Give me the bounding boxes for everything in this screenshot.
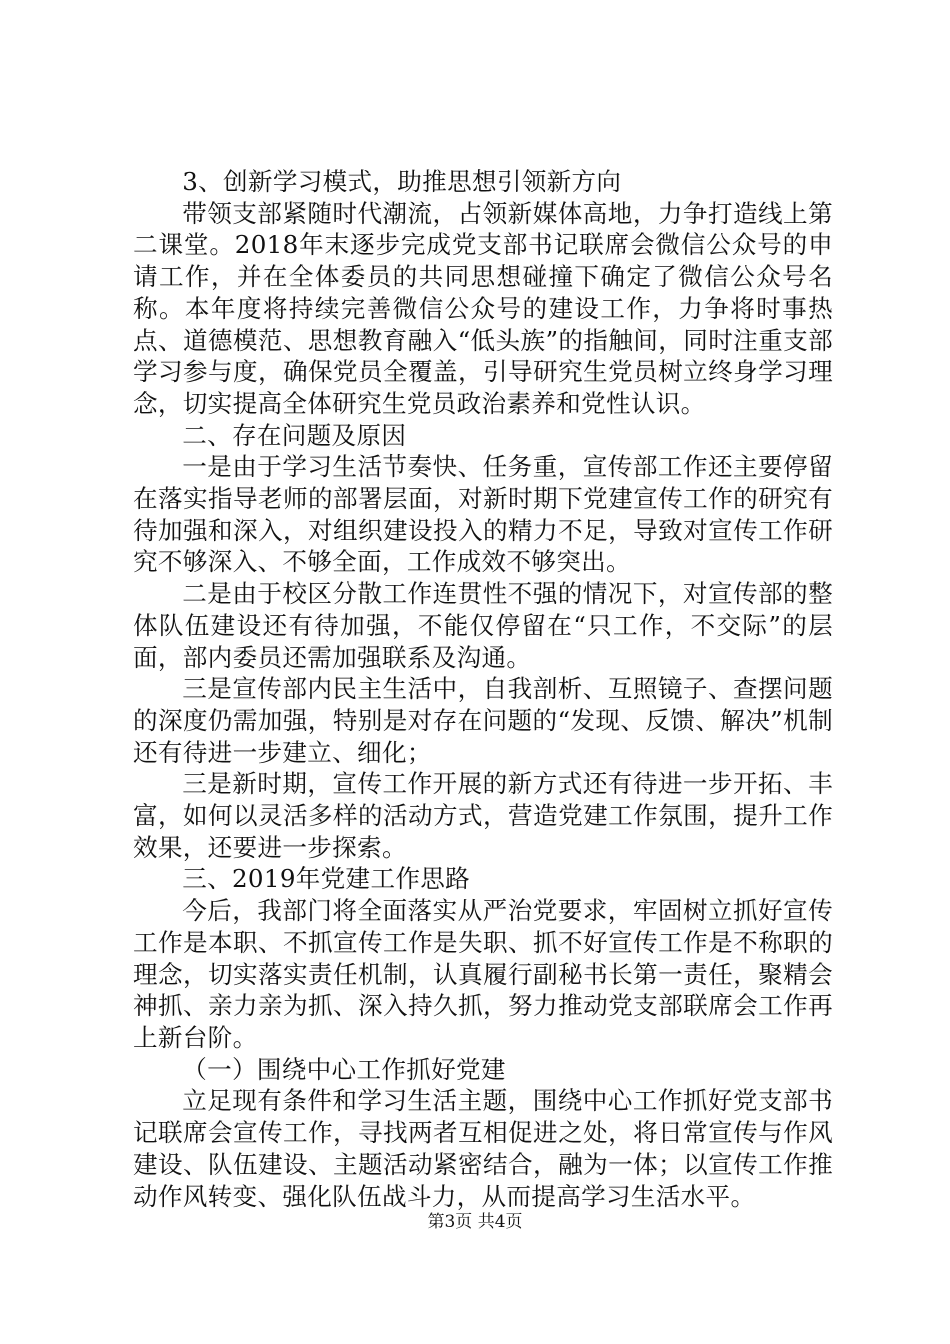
subsection-heading-center-work: （一）围绕中心工作抓好党建: [182, 1054, 506, 1084]
document-body: [133, 166, 833, 1212]
paragraph-new-media: 带领支部紧随时代潮流，占领新媒体高地，力争打造线上第二课堂。2018年末逐步完成党支部书记联席会微信公众号的申请工作，并在全体委员的共同思想碰撞下确定了微信公众号名称。本年度将持续完善微信公众号的建设工作，力争将时事热点、道德模范、思想教育融入“低头族”的指触间，同时注重支部学习参与度，确保党员全覆盖，引导研究生党员树立终身学习理念，切实提高全体研究生党员政治素养和党性认识。: [133, 198, 833, 418]
section-heading-problems: 二、存在问题及原因: [182, 420, 407, 450]
paragraph-center-work: 立足现有条件和学习生活主题，围绕中心工作抓好党支部书记联席会宣传工作，寻找两者互相促进之处，将日常宣传与作风建设、队伍建设、主题活动紧密结合，融为一体；以宣传工作推动作风转变、强化队伍战斗力，从而提高学习生活水平。: [133, 1086, 833, 1211]
paragraph-plan-intro: 今后，我部门将全面落实从严治党要求，牢固树立抓好宣传工作是本职、不抓宣传工作是失职、抓不好宣传工作是不称职的理念，切实落实责任机制，认真履行副秘书长第一责任，聚精会神抓、亲力亲为抓、深入持久抓，努力推动党支部联席会工作再上新台阶。: [133, 896, 833, 1052]
paragraph-problem-1: 一是由于学习生活节奏快、任务重，宣传部工作还主要停留在落实指导老师的部署层面，对新时期下党建宣传工作的研究有待加强和深入，对组织建设投入的精力不足，导致对宣传工作研究不够深入、不够全面，工作成效不够突出。: [133, 452, 833, 577]
paragraph-problem-3: 三是宣传部内民主生活中，自我剖析、互照镜子、查摆问题的深度仍需加强，特别是对存在问题的“发现、反馈、解决”机制还有待进一步建立、细化；: [133, 674, 833, 767]
paragraph-problem-2: 二是由于校区分散工作连贯性不强的情况下，对宣传部的整体队伍建设还有待加强，不能仅停留在“只工作，不交际”的层面，部内委员还需加强联系及沟通。: [133, 579, 833, 672]
page-footer: 第3页 共4页: [427, 1212, 523, 1232]
section-heading-innovate-study: 3、创新学习模式，助推思想引领新方向: [182, 167, 622, 196]
section-heading-2019-plan: 三、2019年党建工作思路: [182, 864, 471, 894]
paragraph-problem-4: 三是新时期，宣传工作开展的新方式还有待进一步开拓、丰富，如何以灵活多样的活动方式，营造党建工作氛围，提升工作效果，还要进一步探索。: [133, 769, 833, 862]
